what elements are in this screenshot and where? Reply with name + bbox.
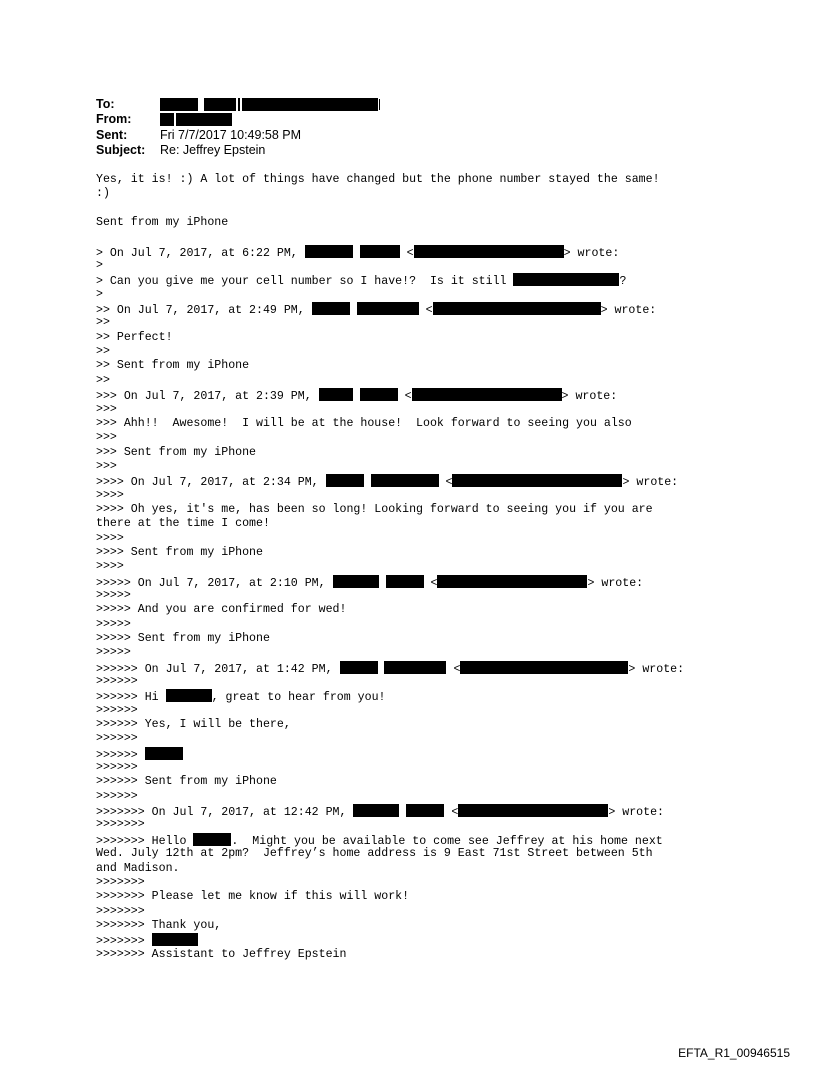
body-line (96, 489, 726, 503)
body-text-segment: >>>>> (96, 588, 131, 602)
body-text-segment (350, 304, 357, 317)
body-text-segment: < (423, 576, 438, 590)
body-line (96, 661, 726, 675)
body-line (96, 230, 726, 244)
body-text-segment: > (96, 287, 103, 301)
to-row (96, 96, 380, 112)
body-text-segment: >> (96, 345, 110, 359)
body-line (96, 775, 726, 789)
body-line (96, 818, 726, 832)
body-text-segment: >>>> (96, 560, 124, 574)
redaction (193, 833, 231, 846)
redaction (406, 804, 444, 817)
body-text-segment: >>>> Sent from my iPhone (96, 545, 263, 559)
body-line (96, 575, 726, 589)
body-text-segment: > wrote: (600, 304, 657, 318)
redaction (160, 113, 174, 126)
redaction (357, 302, 419, 315)
body-text-segment (364, 476, 371, 489)
body-text-segment: >>> Sent from my iPhone (96, 445, 257, 459)
body-line (96, 675, 726, 689)
body-text-segment: > wrote: (587, 576, 644, 590)
body-text-segment: >>> (96, 402, 117, 416)
sent-row (96, 127, 380, 143)
body-text-segment: < (444, 806, 459, 820)
redaction (384, 661, 446, 674)
body-line (96, 833, 726, 847)
from-row (96, 112, 380, 128)
body-line (96, 245, 726, 259)
body-line (96, 316, 726, 330)
body-text-segment: >>>>>> (96, 748, 145, 762)
body-line (96, 259, 726, 273)
body-text-segment: >>>> (96, 531, 124, 545)
redaction (360, 245, 400, 258)
body-line (96, 331, 726, 345)
body-line (96, 460, 726, 474)
body-text-segment: >>>>>> (96, 761, 138, 775)
body-text-segment: >> (96, 373, 110, 387)
body-line (96, 632, 726, 646)
body-text-segment: there at the time I come! (96, 517, 270, 531)
redaction (333, 575, 379, 588)
body-text-segment: >>>>>>> Hello (96, 834, 194, 848)
body-text-segment: < (438, 476, 453, 490)
body-text-segment: >>>>>>> Please let me know if this will work! (96, 890, 410, 904)
from-value (160, 112, 232, 126)
body-text-segment (353, 390, 360, 403)
body-text-segment: >>>>>> Hi (96, 691, 166, 705)
sent-label: Sent: (96, 127, 128, 142)
body-text-segment: > wrote: (563, 246, 620, 260)
redaction (152, 933, 198, 946)
body-line (96, 761, 726, 775)
body-line (96, 718, 726, 732)
body-text-segment: Wed. July 12th at 2pm? Jeffrey’s home address is 9 East 71st Street between 5th (96, 847, 653, 861)
body-text-segment: >>>>>>> (96, 935, 152, 949)
body-line (96, 302, 726, 316)
email-body (96, 173, 726, 962)
body-text-segment: >>> On Jul 7, 2017, at 2:39 PM, (96, 390, 319, 404)
redaction (452, 474, 622, 487)
body-line (96, 446, 726, 460)
redaction (386, 575, 424, 588)
redaction (414, 245, 564, 258)
body-text-segment: >>>> (96, 488, 124, 502)
body-text-segment: >>>>>>> (96, 875, 145, 889)
body-line (96, 216, 726, 230)
body-text-segment (399, 806, 406, 819)
body-line (96, 876, 726, 890)
body-text-segment: >>>>>> On Jul 7, 2017, at 1:42 PM, (96, 662, 340, 676)
redaction (319, 388, 353, 401)
body-text-segment: >>>>> On Jul 7, 2017, at 2:10 PM, (96, 576, 333, 590)
redaction (360, 388, 398, 401)
body-text-segment: >>>>> And you are confirmed for wed! (96, 603, 347, 617)
body-line (96, 689, 726, 703)
from-label: From: (96, 112, 132, 127)
body-line (96, 618, 726, 632)
body-text-segment: >>>>>>> On Jul 7, 2017, at 12:42 PM, (96, 806, 354, 820)
subject-label: Subject: (96, 143, 146, 158)
body-line (96, 732, 726, 746)
body-text-segment: >>>>>> (96, 675, 138, 689)
body-text-segment: > wrote: (622, 476, 679, 490)
body-line (96, 431, 726, 445)
body-line (96, 388, 726, 402)
body-line (96, 173, 726, 187)
body-text-segment: < (397, 390, 412, 404)
body-line (96, 546, 726, 560)
body-line (96, 589, 726, 603)
body-text-segment: and Madison. (96, 861, 180, 875)
body-line (96, 905, 726, 919)
body-line (96, 933, 726, 947)
body-line (96, 646, 726, 660)
body-line (96, 603, 726, 617)
redaction (176, 113, 232, 126)
body-line (96, 417, 726, 431)
body-text-segment: > On Jul 7, 2017, at 6:22 PM, (96, 246, 305, 260)
body-text-segment: Yes, it is! :) A lot of things have changed but the phone number stayed the same! (96, 173, 660, 186)
body-text-segment: > wrote: (561, 390, 618, 404)
body-line (96, 345, 726, 359)
redaction (371, 474, 439, 487)
body-line (96, 403, 726, 417)
redaction (412, 388, 562, 401)
to-label: To: (96, 96, 115, 111)
redaction (513, 273, 619, 286)
body-text-segment: ? (619, 275, 627, 289)
body-line (96, 273, 726, 287)
body-line (96, 804, 726, 818)
body-text-segment: >>>>>> Sent from my iPhone (96, 775, 277, 789)
body-line (96, 560, 726, 574)
body-text-segment: < (399, 246, 414, 260)
body-line (96, 288, 726, 302)
body-text-segment: >> Sent from my iPhone (96, 359, 250, 373)
redaction (353, 804, 399, 817)
body-text-segment: > Can you give me your cell number so I have!? Is it still (96, 275, 514, 289)
body-text-segment: > (96, 259, 103, 273)
body-text-segment: >>>>>>> (96, 818, 145, 832)
body-line (96, 862, 726, 876)
redaction (312, 302, 350, 315)
redaction (305, 245, 353, 258)
body-line (96, 890, 726, 904)
body-text-segment: >>> (96, 431, 117, 445)
body-line (96, 517, 726, 531)
body-line (96, 202, 726, 216)
body-text-segment: > wrote: (608, 806, 664, 820)
body-text-segment: < (418, 304, 433, 318)
body-text-segment (353, 247, 360, 260)
redaction (326, 474, 364, 487)
body-line (96, 919, 726, 933)
redaction (160, 98, 198, 111)
body-line (96, 790, 726, 804)
redaction (238, 98, 240, 111)
redaction (204, 98, 236, 111)
body-text-segment: >>>>> Sent from my iPhone (96, 632, 270, 645)
body-text-segment: >>>>>>> (96, 904, 145, 918)
body-text-segment: < (446, 662, 461, 676)
to-value (160, 97, 380, 111)
body-text-segment: >>>> Oh yes, it's me, has been so long! Looking forward to seeing you if you are (96, 502, 653, 516)
redaction (460, 661, 628, 674)
sent-value: Fri 7/7/2017 10:49:58 PM (160, 127, 302, 142)
body-text-segment: >>>> On Jul 7, 2017, at 2:34 PM, (96, 476, 326, 490)
body-line (96, 704, 726, 718)
redaction (379, 99, 380, 110)
body-line (96, 359, 726, 373)
body-text-segment: >>>>>> (96, 789, 138, 803)
body-text-segment: >>>>> (96, 646, 131, 660)
body-text-segment: >>>>>>> Thank you, (96, 918, 222, 932)
body-text-segment: >>> (96, 459, 117, 473)
redaction (242, 98, 378, 111)
body-line (96, 532, 726, 546)
redaction (437, 575, 587, 588)
body-text-segment: . Might you be available to come see Jeffrey at his home next (231, 834, 663, 848)
redaction (145, 747, 183, 760)
redaction (166, 689, 212, 702)
body-text-segment: >>>>>> (96, 703, 138, 717)
body-line (96, 747, 726, 761)
document-id: EFTA_R1_00946515 (678, 1046, 790, 1060)
body-text-segment: >>>>>>> Assistant to Jeffrey Epstein (96, 947, 347, 961)
subject-value: Re: Jeffrey Epstein (160, 143, 266, 158)
body-text-segment (379, 577, 386, 590)
subject-row (96, 143, 380, 159)
body-text-segment: , great to hear from you! (211, 691, 386, 705)
body-text-segment: Sent from my iPhone (96, 216, 229, 230)
body-line (96, 948, 726, 962)
body-line (96, 474, 726, 488)
body-line (96, 374, 726, 388)
body-line (96, 847, 726, 861)
email-header (96, 96, 380, 158)
body-line (96, 503, 726, 517)
redaction (340, 661, 378, 674)
body-text-segment: >> On Jul 7, 2017, at 2:49 PM, (96, 304, 312, 318)
body-text-segment: >>>>>> Yes, I will be there, (96, 718, 291, 732)
body-text-segment: >>>>> (96, 617, 131, 631)
body-text-segment (378, 663, 385, 676)
body-text-segment: >>> Ahh!! Awesome! I will be at the house! Look forward to seeing you also (96, 416, 632, 430)
redaction (458, 804, 608, 817)
redaction (433, 302, 601, 315)
body-text-segment: > wrote: (628, 662, 685, 676)
body-text-segment: >> (96, 316, 110, 330)
body-line (96, 187, 726, 201)
body-text-segment: >>>>>> (96, 732, 138, 746)
body-text-segment: :) (96, 187, 110, 201)
body-text-segment: >> Perfect! (96, 330, 173, 344)
